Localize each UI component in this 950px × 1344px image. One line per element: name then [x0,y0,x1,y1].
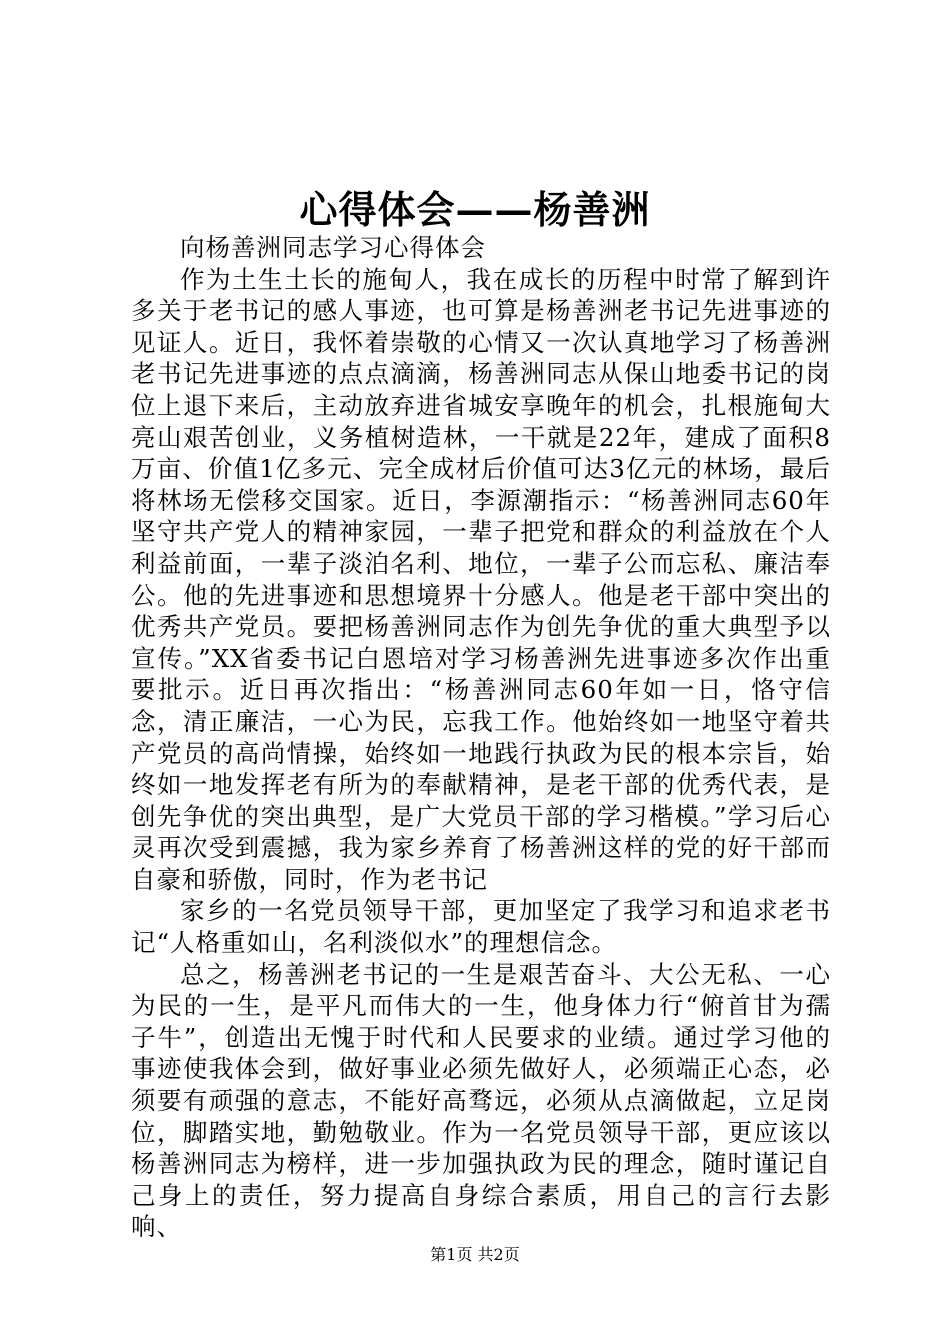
page-footer: 第1页 共2页 [430,1245,520,1264]
document-title: 心得体会——杨善洲 [299,187,651,232]
subtitle-line: 向杨善洲同志学习心得体会 [180,233,486,262]
document-body [131,232,831,1243]
paragraph-1: 作为土生土长的施甸人，我在成长的历程中时常了解到许多关于老书记的感人事迹，也可算是杨善洲老书记先进事迹的见证人。近日，我怀着崇敬的心情又一次认真地学习了杨善洲老书记先进事迹的点点滴滴，杨善洲同志从保山地委书记的岗位上退下来后，主动放弃进省城安享晚年的机会，扎根施甸大亮山艰苦创业，义务植树造林，一干就是22年，建成了面积8万亩、价值1亿多元、完全成材后价值可达3亿元的林场，最后将林场无偿移交国家。近日，李源潮指示：“杨善洲同志60年坚守共产党人的精神家园，一辈子把党和群众的利益放在个人利益前面，一辈子淡泊名利、地位，一辈子公而忘私、廉洁奉公。他的先进事迹和思想境界十分感人。他是老干部中突出的优秀共产党员。要把杨善洲同志作为创先争优的重大典型予以宣传。”XX省委书记白恩培对学习杨善洲先进事迹多次作出重要批示。近日再次指出：“杨善洲同志60年如一日，恪守信念，清正廉洁，一心为民，忘我工作。他始终如一地坚守着共产党员的高尚情操，始终如一地践行执政为民的根本宗旨，始终如一地发挥老有所为的奉献精神，是老干部的优秀代表，是创先争优的突出典型，是广大党员干部的学习楷模。”学习后心灵再次受到震撼，我为家乡养育了杨善洲这样的党的好干部而自豪和骄傲，同时，作为老书记 [131,264,831,894]
paragraph-2: 家乡的一名党员领导干部，更加坚定了我学习和追求老书记“人格重如山，名利淡似水”的理想信念。 [131,896,831,958]
paragraph-3: 总之，杨善洲老书记的一生是艰苦奋斗、大公无私、一心为民的一生，是平凡而伟大的一生，他身体力行“俯首甘为孺子牛”，创造出无愧于时代和人民要求的业绩。通过学习他的事迹使我体会到，做好事业必须先做好人，必须端正心态，必须要有顽强的意志，不能好高骛远，必须从点滴做起，立足岗位，脚踏实地，勤勉敬业。作为一名党员领导干部，更应该以杨善洲同志为榜样，进一步加强执政为民的理念，随时谨记自己身上的责任，努力提高自身综合素质，用自己的言行去影响、 [131,959,831,1242]
